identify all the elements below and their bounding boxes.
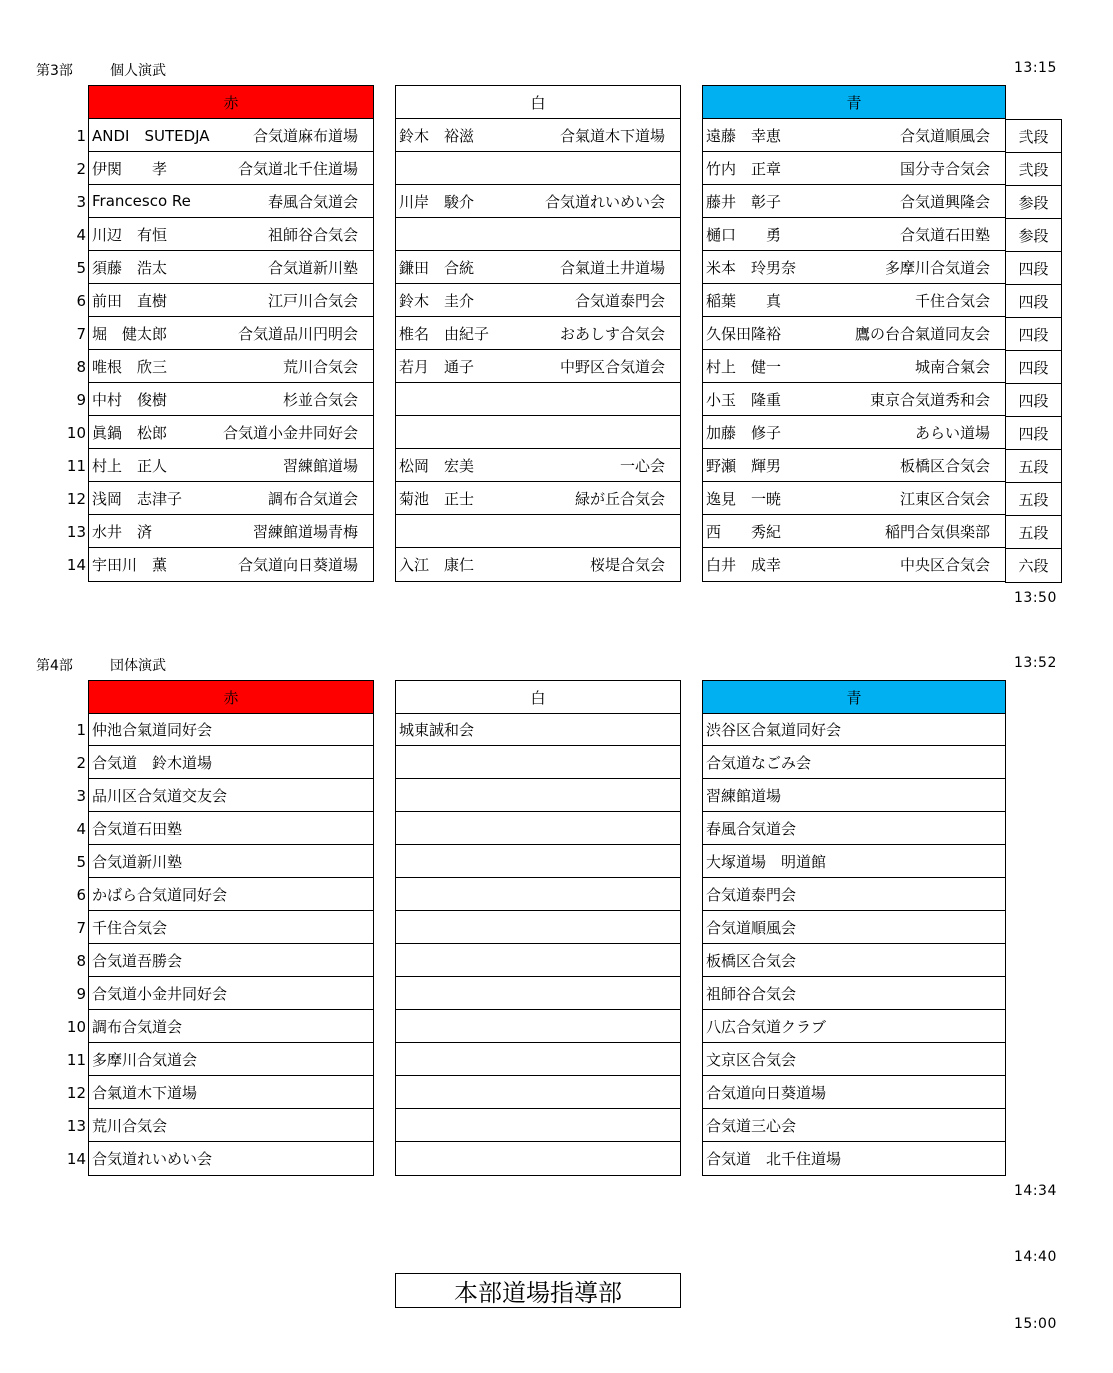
row-number: 12 — [66, 1083, 86, 1102]
dojo-name: おあしす合気会 — [559, 324, 665, 343]
dojo-name: 合氣道木下道場 — [559, 126, 665, 145]
dojo-name: 多摩川合気道会 — [884, 258, 990, 277]
red-group-entry: かばら合気道同好会 — [89, 878, 373, 911]
person-name: 鎌田 合統 — [399, 258, 475, 277]
red-entry-row — [89, 383, 373, 416]
row-number: 5 — [76, 258, 86, 277]
dojo-name: 緑が丘合気会 — [574, 489, 665, 508]
blue-group-entry: 合気道三心会 — [703, 1109, 1005, 1142]
white-entry-row — [396, 515, 680, 548]
row-number: 1 — [76, 126, 86, 145]
dojo-name: 合気道興隆会 — [899, 192, 990, 211]
dojo-name: 合気道小金井同好会 — [222, 423, 358, 442]
row-number: 14 — [66, 1149, 86, 1168]
person-name: 加藤 修子 — [706, 423, 782, 442]
row-number: 12 — [66, 489, 86, 508]
red-group-entry: 調布合気道会 — [89, 1010, 373, 1043]
dojo-name: 春風合気道会 — [267, 192, 358, 211]
person-name: 伊関 孝 — [92, 159, 168, 178]
white-group-entry — [396, 1109, 680, 1142]
row-number: 3 — [76, 192, 86, 211]
person-name: 竹内 正章 — [706, 159, 782, 178]
blue-entry-row — [703, 449, 1005, 482]
white-group-entry — [396, 1010, 680, 1043]
dojo-name: 合気道麻布道場 — [252, 126, 358, 145]
row-number: 4 — [76, 819, 86, 838]
blue-entry-row — [703, 350, 1005, 383]
row-number: 11 — [66, 1050, 86, 1069]
blue-group-entry: 合気道なごみ会 — [703, 746, 1005, 779]
red-group-entry: 合気道小金井同好会 — [89, 977, 373, 1010]
rank-cell: 四段 — [1006, 252, 1061, 285]
dojo-name: 合気道泰門会 — [574, 291, 665, 310]
person-name: 遠藤 幸恵 — [706, 126, 782, 145]
blue-group-entry: 合気道順風会 — [703, 911, 1005, 944]
red-group-entry: 荒川合気会 — [89, 1109, 373, 1142]
person-name: 小玉 隆重 — [706, 390, 782, 409]
dojo-name: 合気道れいめい会 — [544, 192, 665, 211]
dojo-name: 習練館道場青梅 — [252, 522, 358, 541]
person-name: 野瀬 輝男 — [706, 456, 782, 475]
white-entry-row — [396, 284, 680, 317]
person-name: 鈴木 裕滋 — [399, 126, 475, 145]
dojo-name: 荒川合気会 — [282, 357, 358, 376]
dojo-name: 合気道品川円明会 — [237, 324, 358, 343]
rank-cell: 弐段 — [1006, 120, 1061, 153]
rank-cell: 四段 — [1006, 351, 1061, 384]
person-name: ANDI SUTEDJA — [92, 126, 210, 145]
red-entry-row — [89, 350, 373, 383]
rank-cell: 四段 — [1006, 417, 1061, 450]
blue-group-entry: 習練館道場 — [703, 779, 1005, 812]
rank-cell: 参段 — [1006, 219, 1061, 252]
row-number: 10 — [66, 423, 86, 442]
rank-cell: 五段 — [1006, 516, 1061, 549]
footer-time-2: 15:00 — [1014, 1316, 1057, 1332]
person-name: 中村 俊樹 — [92, 390, 168, 409]
part4-title: 団体演武 — [110, 658, 166, 674]
rank-cell: 四段 — [1006, 285, 1061, 318]
person-name: 久保田隆裕 — [706, 324, 782, 343]
dojo-name: 千住合気会 — [914, 291, 990, 310]
row-number: 3 — [76, 786, 86, 805]
blue-entry-row — [703, 284, 1005, 317]
white-group-entry — [396, 944, 680, 977]
person-name: 川岸 駿介 — [399, 192, 475, 211]
blue-entry-row — [703, 317, 1005, 350]
red-entry-row — [89, 185, 373, 218]
part4-red-header: 赤 — [88, 680, 374, 714]
person-name: 唯根 欣三 — [92, 357, 168, 376]
honbu-dojo-box: 本部道場指導部 — [395, 1273, 681, 1308]
dojo-name: 合気道向日葵道場 — [237, 556, 358, 574]
rank-cell: 五段 — [1006, 483, 1061, 516]
red-group-entry: 合気道新川塾 — [89, 845, 373, 878]
white-entry-row — [396, 185, 680, 218]
blue-entry-row — [703, 152, 1005, 185]
row-number: 10 — [66, 1017, 86, 1036]
rank-cell: 六段 — [1018, 557, 1049, 575]
dojo-name: 合気道北千住道場 — [237, 159, 358, 178]
white-group-entry — [396, 746, 680, 779]
row-number: 5 — [76, 852, 86, 871]
row-number: 4 — [76, 225, 86, 244]
white-entry-row — [396, 416, 680, 449]
part3-row-numbers — [58, 119, 88, 581]
red-group-entry: 品川区合気道交友会 — [89, 779, 373, 812]
blue-group-entry: 板橋区合気会 — [703, 944, 1005, 977]
blue-entry-row — [703, 482, 1005, 515]
part3-red-header: 赤 — [88, 85, 374, 119]
red-group-entry: 合氣道木下道場 — [89, 1076, 373, 1109]
dojo-name: 江東区合気会 — [899, 489, 990, 508]
person-name: 川辺 有恒 — [92, 225, 168, 244]
person-name: 眞鍋 松郎 — [92, 423, 168, 442]
dojo-name: 稲門合気倶楽部 — [884, 522, 990, 541]
row-number: 6 — [76, 291, 86, 310]
dojo-name: 桜堤合気会 — [589, 556, 665, 574]
red-entry-row — [89, 251, 373, 284]
blue-entry-row — [703, 416, 1005, 449]
rank-cell: 四段 — [1006, 384, 1061, 417]
blue-entry-row — [703, 515, 1005, 548]
blue-entry-row — [703, 548, 1005, 581]
red-group-entry: 合気道石田塾 — [89, 812, 373, 845]
blue-group-entry: 渋谷区合氣道同好会 — [703, 713, 1005, 746]
red-group-entry: 仲池合氣道同好会 — [89, 713, 373, 746]
white-entry-row — [396, 317, 680, 350]
person-name: 米本 玲男奈 — [706, 258, 797, 277]
dojo-name: 一心会 — [619, 456, 665, 475]
row-number: 6 — [76, 885, 86, 904]
blue-entry-row — [703, 251, 1005, 284]
rank-cell: 五段 — [1006, 450, 1061, 483]
white-group-entry — [396, 1043, 680, 1076]
row-number: 7 — [76, 918, 86, 937]
row-number: 8 — [76, 357, 86, 376]
part3-white-header: 白 — [395, 85, 681, 119]
white-group-entry — [396, 812, 680, 845]
dojo-name: 中野区合気道会 — [559, 357, 665, 376]
person-name: 逸見 一暁 — [706, 489, 782, 508]
blue-group-entry: 大塚道場 明道館 — [703, 845, 1005, 878]
part4-white-column — [395, 713, 681, 1176]
row-number: 11 — [66, 456, 86, 475]
part4-row-numbers — [58, 713, 88, 1175]
part3-title: 個人演武 — [110, 63, 166, 79]
person-name: 松岡 宏美 — [399, 456, 475, 475]
dojo-name: 祖師谷合気会 — [267, 225, 358, 244]
person-name: 白井 成幸 — [706, 556, 782, 574]
white-group-entry: 城東誠和会 — [396, 713, 680, 746]
white-group-entry — [396, 1142, 680, 1175]
white-entry-row — [396, 482, 680, 515]
footer-time-1: 14:40 — [1014, 1249, 1057, 1265]
row-number: 2 — [76, 753, 86, 772]
person-name: 水井 済 — [92, 522, 153, 541]
person-name: 村上 健一 — [706, 357, 782, 376]
row-number: 1 — [76, 720, 86, 739]
row-number: 14 — [66, 555, 86, 574]
person-name: 菊池 正士 — [399, 489, 475, 508]
red-entry-row — [89, 482, 373, 515]
white-group-entry — [396, 911, 680, 944]
person-name: 稲葉 真 — [706, 291, 782, 310]
blue-group-entry: 祖師谷合気会 — [703, 977, 1005, 1010]
red-entry-row — [89, 317, 373, 350]
person-name: Francesco Re — [92, 192, 191, 210]
white-group-entry — [396, 878, 680, 911]
blue-group-entry: 合気道向日葵道場 — [703, 1076, 1005, 1109]
dojo-name: 合気道順風会 — [899, 126, 990, 145]
rank-cell: 弐段 — [1006, 153, 1061, 186]
part4-label: 第4部 — [36, 658, 73, 674]
row-number: 2 — [76, 159, 86, 178]
blue-group-entry: 合気道泰門会 — [703, 878, 1005, 911]
dojo-name: 鷹の台合氣道同友会 — [854, 324, 990, 343]
dojo-name: 板橋区合気会 — [899, 456, 990, 475]
white-group-entry — [396, 1076, 680, 1109]
white-entry-row — [396, 449, 680, 482]
dojo-name: 江戸川合気会 — [267, 291, 358, 310]
part3-blue-header: 青 — [702, 85, 1006, 119]
part3-red-column — [88, 119, 374, 582]
dojo-name: 合気道石田塾 — [899, 225, 990, 244]
person-name: 前田 直樹 — [92, 291, 168, 310]
person-name: 須藤 浩太 — [92, 258, 168, 277]
rank-cell: 四段 — [1006, 318, 1061, 351]
white-entry-row — [396, 350, 680, 383]
dojo-name: 東京合気道秀和会 — [869, 390, 990, 409]
dojo-name: 国分寺合気会 — [899, 159, 990, 178]
person-name: 宇田川 薫 — [92, 556, 168, 574]
person-name: 藤井 彰子 — [706, 192, 782, 211]
row-number: 7 — [76, 324, 86, 343]
dojo-name: 調布合気道会 — [267, 489, 358, 508]
part3-rank-column — [1005, 119, 1062, 583]
red-entry-row — [89, 416, 373, 449]
white-group-entry — [396, 779, 680, 812]
white-entry-row — [396, 152, 680, 185]
red-group-entry: 合気道吾勝会 — [89, 944, 373, 977]
dojo-name: 中央区合気会 — [899, 556, 990, 574]
blue-group-entry: 文京区合気会 — [703, 1043, 1005, 1076]
red-entry-row — [89, 548, 373, 581]
row-number: 8 — [76, 951, 86, 970]
dojo-name: 城南合氣会 — [914, 357, 990, 376]
person-name: 椎名 由紀子 — [399, 324, 490, 343]
red-entry-row — [89, 152, 373, 185]
part3-white-column — [395, 119, 681, 582]
red-group-entry: 多摩川合気道会 — [89, 1043, 373, 1076]
person-name: 西 秀紀 — [706, 522, 782, 541]
white-entry-row — [396, 251, 680, 284]
person-name: 樋口 勇 — [706, 225, 782, 244]
dojo-name: 杉並合気会 — [282, 390, 358, 409]
person-name: 村上 正人 — [92, 456, 168, 475]
blue-entry-row — [703, 218, 1005, 251]
red-entry-row — [89, 515, 373, 548]
row-number: 9 — [76, 390, 86, 409]
red-entry-row — [89, 218, 373, 251]
dojo-name: 合氣道土井道場 — [559, 258, 665, 277]
dojo-name: 習練館道場 — [282, 456, 358, 475]
blue-entry-row — [703, 383, 1005, 416]
white-group-entry — [396, 977, 680, 1010]
blue-group-entry: 八広合気道クラブ — [703, 1010, 1005, 1043]
red-group-entry: 千住合気会 — [89, 911, 373, 944]
person-name: 堀 健太郎 — [92, 324, 168, 343]
row-number: 9 — [76, 984, 86, 1003]
white-entry-row — [396, 119, 680, 152]
part4-end-time: 14:34 — [1014, 1183, 1057, 1199]
dojo-name: 合気道新川塾 — [267, 258, 358, 277]
white-entry-row — [396, 383, 680, 416]
part4-blue-column — [702, 713, 1006, 1176]
person-name: 若月 通子 — [399, 357, 475, 376]
part4-start-time: 13:52 — [1014, 655, 1057, 671]
person-name: 鈴木 圭介 — [399, 291, 475, 310]
person-name: 浅岡 志津子 — [92, 489, 183, 508]
rank-cell: 参段 — [1006, 186, 1061, 219]
part3-blue-column — [702, 119, 1006, 582]
red-group-entry: 合気道 鈴木道場 — [89, 746, 373, 779]
red-entry-row — [89, 284, 373, 317]
blue-entry-row — [703, 119, 1005, 152]
part3-end-time: 13:50 — [1014, 590, 1057, 606]
red-entry-row — [89, 119, 373, 152]
white-group-entry — [396, 845, 680, 878]
blue-entry-row — [703, 185, 1005, 218]
part4-blue-header: 青 — [702, 680, 1006, 714]
part3-label: 第3部 — [36, 63, 73, 79]
white-entry-row — [396, 218, 680, 251]
blue-group-entry: 合気道 北千住道場 — [706, 1150, 842, 1168]
part3-start-time: 13:15 — [1014, 60, 1057, 76]
blue-group-entry: 春風合気道会 — [703, 812, 1005, 845]
row-number: 13 — [66, 522, 86, 541]
dojo-name: あらい道場 — [914, 423, 990, 442]
person-name: 入江 康仁 — [399, 556, 475, 574]
red-group-entry: 合気道れいめい会 — [92, 1150, 213, 1168]
part4-white-header: 白 — [395, 680, 681, 714]
white-entry-row — [396, 548, 680, 581]
part4-red-column — [88, 713, 374, 1176]
row-number: 13 — [66, 1116, 86, 1135]
red-entry-row — [89, 449, 373, 482]
